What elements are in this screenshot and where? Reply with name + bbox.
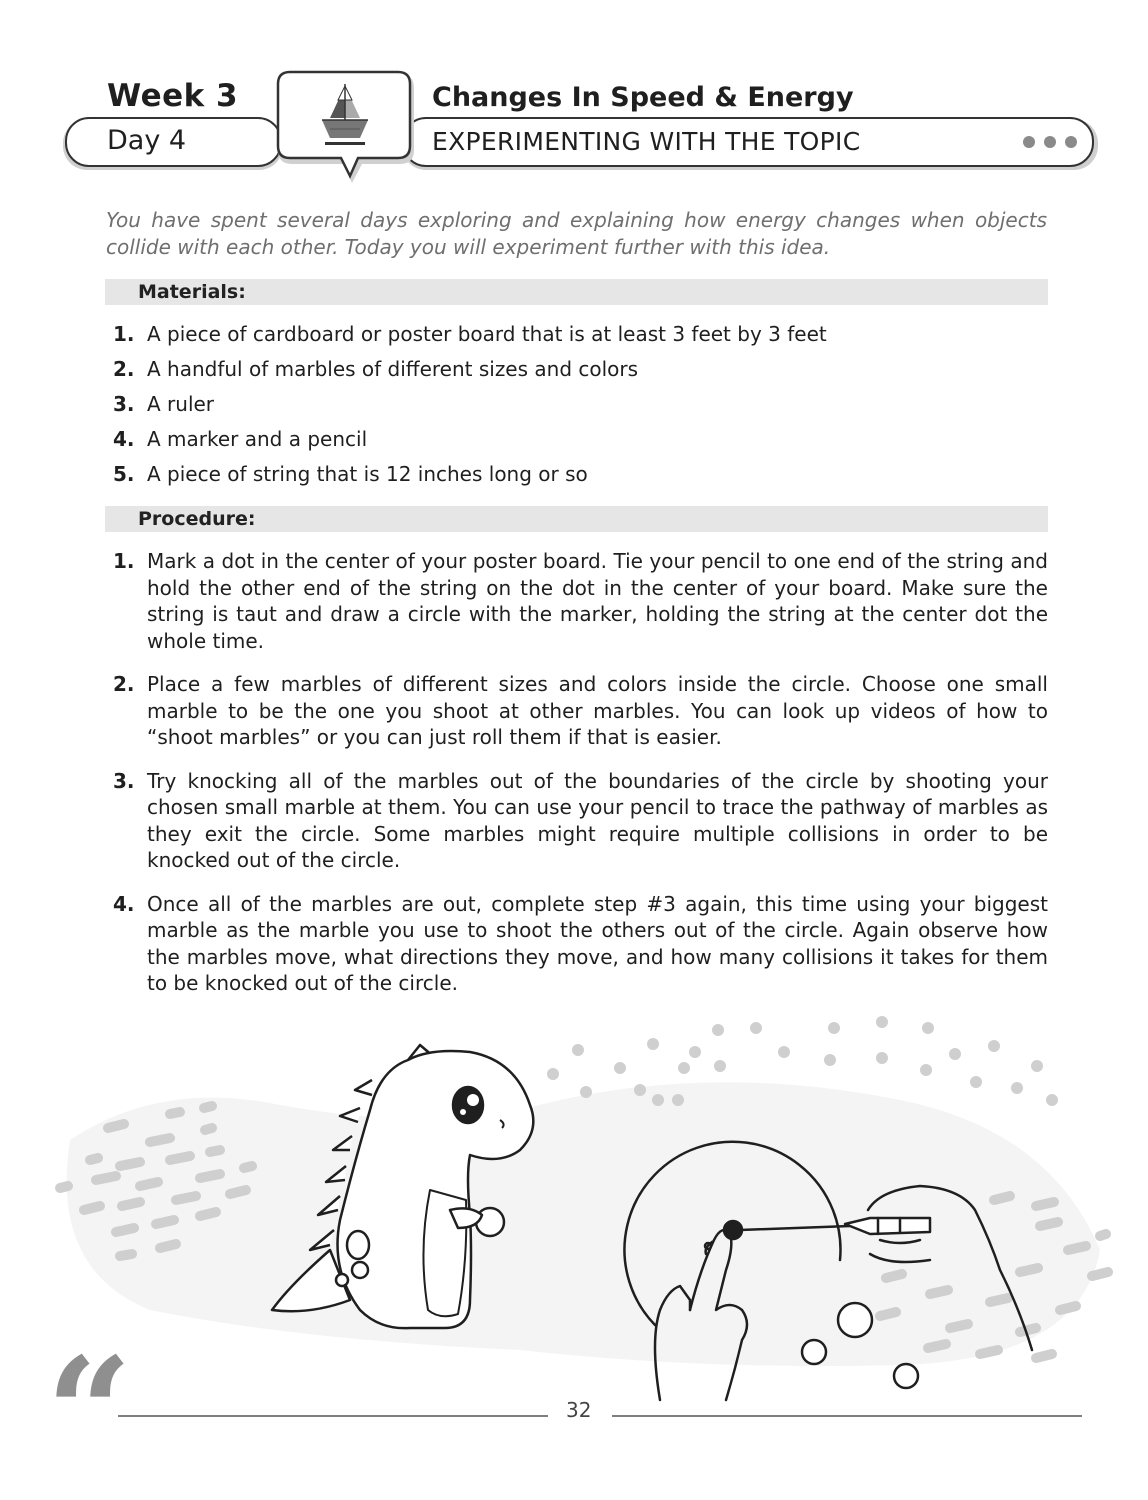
- list-item: [110, 425, 1050, 460]
- list-item: [110, 320, 1050, 355]
- procedure-list: [110, 548, 1048, 1014]
- item-text: A ruler: [147, 392, 215, 416]
- header-dot: [1065, 136, 1077, 148]
- materials-heading: Materials:: [138, 281, 246, 303]
- list-item: [110, 390, 1050, 425]
- procedure-heading-bar: [105, 506, 1048, 532]
- item-text: A handful of marbles of different sizes and colors: [147, 357, 639, 381]
- page-title: Changes In Speed & Energy: [432, 82, 854, 113]
- procedure-heading: Procedure:: [138, 508, 256, 530]
- item-number: 1.: [113, 322, 135, 346]
- illustration: [0, 1010, 1148, 1420]
- item-text: A piece of string that is 12 inches long or so: [147, 462, 588, 486]
- step-number: 4.: [113, 891, 135, 916]
- item-text: A piece of cardboard or poster board that is at least 3 feet by 3 feet: [147, 322, 827, 346]
- intro-paragraph: You have spent several days exploring and explaining how energy changes when objects collide with each other. Today you will experiment further with this idea.: [106, 208, 1047, 259]
- procedure-step: [110, 671, 1048, 751]
- item-number: 3.: [113, 392, 135, 416]
- list-item: [110, 355, 1050, 390]
- step-text: Try knocking all of the marbles out of the boundaries of the circle by shooting your chosen small marble at them. You can use your pencil to trace the pathway of marbles as they exit the circle. Some marbles might require multiple collisions in order to be knocked out of the circle.: [147, 768, 1048, 872]
- day-label: Day 4: [107, 125, 187, 156]
- week-label: Week 3: [107, 78, 239, 114]
- item-number: 4.: [113, 427, 135, 451]
- header-dot: [1023, 136, 1035, 148]
- step-number: 3.: [113, 768, 135, 793]
- header-dot: [1044, 136, 1056, 148]
- item-number: 2.: [113, 357, 135, 381]
- materials-list: [110, 320, 1050, 495]
- item-text: A marker and a pencil: [147, 427, 368, 451]
- list-item: [110, 460, 1050, 495]
- procedure-step: [110, 891, 1048, 997]
- item-number: 5.: [113, 462, 135, 486]
- page-number: 32: [566, 1398, 592, 1422]
- step-text: Mark a dot in the center of your poster board. Tie your pencil to one end of the string and hold the other end of the string on the dot in the center of your board. Make sure the string is taut and draw a circle with the marker, holding the string at the center dot the whole time.: [147, 549, 1048, 653]
- procedure-step: [110, 768, 1048, 874]
- quote-mark: “: [46, 1325, 133, 1500]
- step-number: 2.: [113, 672, 135, 696]
- step-text: Once all of the marbles are out, complete step #3 again, this time using your biggest marble as the marble you use to shoot the others out of the circle. Again observe how the marbles move, what directions they move, and how many collisions it takes for them to be knocked out of the circle.: [147, 891, 1048, 995]
- procedure-step: [110, 548, 1048, 654]
- quote-mark-icon: [46, 1325, 132, 1500]
- step-number: 1.: [113, 549, 135, 573]
- page-subtitle: EXPERIMENTING WITH THE TOPIC: [432, 127, 861, 156]
- step-text: Place a few marbles of different sizes and colors inside the circle. Choose one small marble to be the one you shoot at other marbles. You can look up videos of how to “shoot marbles” or you can just roll them if that is easier.: [147, 672, 1048, 749]
- materials-heading-bar: [105, 279, 1048, 305]
